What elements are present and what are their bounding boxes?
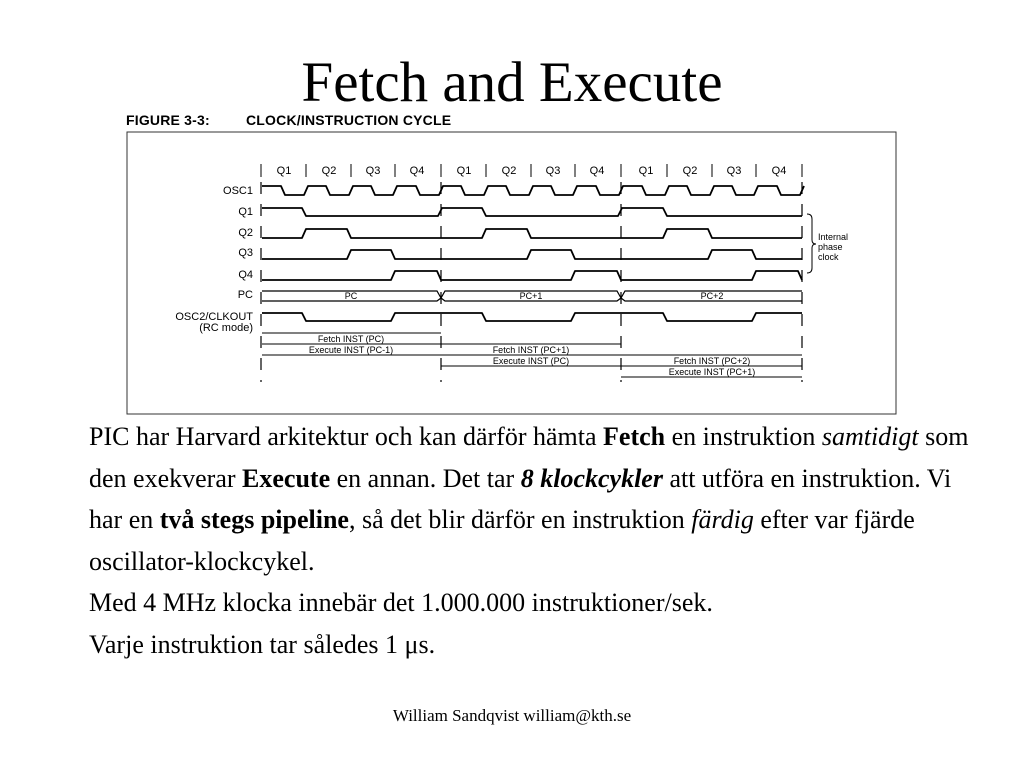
pc-value: PC — [344, 291, 358, 301]
text-run: en annan. Det tar — [330, 463, 521, 493]
waveform-q1 — [262, 208, 802, 216]
execute-row: Execute INST (PC) — [492, 356, 570, 366]
q-label: Q2 — [501, 165, 517, 177]
q-label: Q3 — [726, 165, 742, 177]
text-run: efter var fjärde oscillator-klockcykel. — [89, 505, 915, 576]
execute-row: Execute INST (PC-1) — [308, 345, 394, 355]
signal-label-q4: Q4 — [238, 269, 253, 281]
fetch-row: Fetch INST (PC) — [317, 334, 385, 344]
q-label: Q4 — [589, 165, 605, 177]
q-label: Q2 — [682, 165, 698, 177]
body-text — [89, 416, 969, 665]
q-label: Q3 — [365, 165, 381, 177]
signal-label-q3: Q3 — [238, 247, 253, 259]
signal-label-q1: Q1 — [238, 206, 253, 218]
italic-fardig: färdig — [691, 505, 754, 534]
fetch-row: Fetch INST (PC+2) — [673, 356, 751, 366]
text-run: som den exekverar — [89, 422, 969, 493]
figure-caption-text: CLOCK/INSTRUCTION CYCLE — [246, 112, 452, 128]
text-run: PIC har Harvard arkitektur och kan därför hämta — [89, 422, 604, 451]
waveform-q3 — [262, 250, 802, 259]
italic-samtidigt: samtidigt — [821, 422, 919, 451]
execute-row: Execute INST (PC+1) — [668, 367, 756, 377]
signal-label-pc: PC — [237, 289, 253, 301]
brace-label-line: Internal — [818, 232, 849, 242]
waveform-q4 — [262, 271, 802, 280]
waveform-q2 — [262, 229, 802, 238]
q-label: Q3 — [545, 165, 561, 177]
bold-pipeline: två stegs pipeline — [159, 505, 349, 534]
q-label: Q1 — [276, 165, 292, 177]
text-run: att utföra en instruktion. Vi har en — [89, 463, 952, 534]
paragraph-microsecond: Varje instruktion tar således 1 μs. — [89, 629, 436, 659]
signal-labels — [175, 185, 253, 334]
pc-value: PC+2 — [700, 291, 724, 301]
text-run: en instruktion — [665, 422, 822, 451]
bold-fetch: Fetch — [603, 422, 666, 451]
waveform-osc2 — [262, 313, 802, 321]
pc-values — [345, 291, 724, 301]
q-label: Q2 — [321, 165, 337, 177]
q-label: Q4 — [771, 165, 787, 177]
q-separators — [261, 164, 802, 177]
signal-label-osc1: OSC1 — [223, 185, 253, 197]
footer: William Sandqvist william@kth.se — [392, 706, 632, 725]
q-label: Q4 — [409, 165, 425, 177]
brace-label — [818, 232, 848, 262]
figure-number: FIGURE 3-3: — [126, 112, 210, 128]
fetch-row: Fetch INST (PC+1) — [492, 345, 570, 355]
waveform-osc1 — [262, 186, 804, 195]
bold-italic-klockcykler: 8 klockcykler — [520, 463, 663, 493]
q-label: Q1 — [456, 165, 472, 177]
slide-title: Fetch and Execute — [301, 51, 723, 114]
brace-label-line: clock — [818, 252, 839, 262]
signal-label-osc2: OSC2/CLKOUT — [175, 311, 253, 323]
q-label: Q1 — [638, 165, 654, 177]
signal-label-q2: Q2 — [238, 227, 253, 239]
paragraph-pipeline — [89, 416, 969, 582]
paragraph-mhz: Med 4 MHz klocka innebär det 1.000.000 instruktioner/sek. — [89, 588, 713, 617]
text-run: , så det blir därför en instruktion — [348, 505, 692, 534]
bold-execute: Execute — [242, 463, 331, 493]
pc-value: PC+1 — [519, 291, 543, 301]
signal-label-rc-mode: (RC mode) — [199, 322, 253, 334]
internal-phase-brace — [807, 214, 816, 273]
brace-label-line: phase — [818, 242, 843, 252]
